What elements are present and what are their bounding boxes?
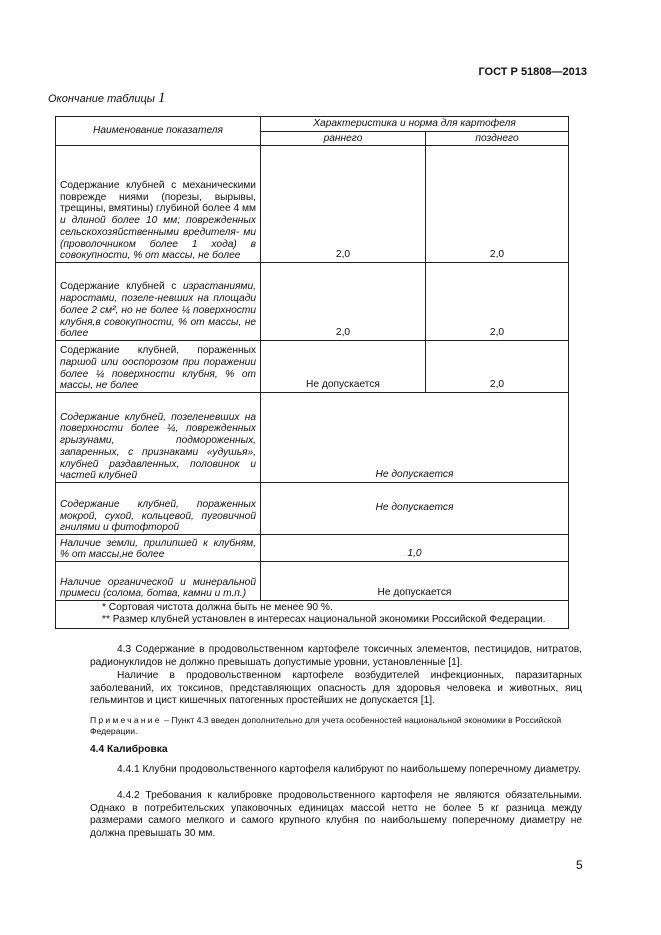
table-footnotes: [56, 601, 569, 629]
table-caption: Окончание таблицы 1: [48, 90, 166, 106]
row-value-early: 2,0: [261, 263, 426, 341]
note: Примечание – Пункт 4.3 введен дополнительно для учета особенностей национальной экономики в Российской Федерации.: [90, 715, 562, 736]
row-value-late: 2,0: [426, 341, 569, 393]
section-heading: 4.4 Калибровка: [90, 744, 168, 755]
row-value-merged: Не допускается: [261, 483, 569, 535]
row-value-late: 2,0: [426, 263, 569, 341]
row-name: Содержание клубней, пораженных паршой или ооспорозом при поражении более ¼ поверхности клубня, % от массы, не более: [56, 341, 261, 393]
row-value-merged: 1,0: [261, 535, 569, 562]
row-name: Содержание клубней с израстаниями, наростами, позеле-невших на площади более 2 см², но не более ¼ поверхности клубня,в совокупности, % от массы, не более: [56, 263, 261, 341]
col-group-header: Характеристика и норма для картофеля: [261, 117, 569, 132]
row-value-late: 2,0: [426, 146, 569, 263]
paragraph-4-3-b: Наличие в продовольственном картофеле возбудителей инфекционных, паразитарных заболеваний, их токсинов, представляющих опасность для здоровья человека и животных, яиц гельминтов и цист кишечных патогенных простейших не допускается [1].: [90, 670, 582, 707]
row-name: Наличие органической и минеральной примеси (солома, ботва, камни и т.п.): [56, 562, 261, 601]
paragraph-4-4-1: 4.4.1 Клубни продовольственного картофеля калибруют по наибольшему поперечному диаметру.: [117, 764, 581, 775]
paragraph-4-4-2: 4.4.2 Требования к калибровке продовольственного картофеля не являются обязательными. Однако в потребительских упаковочных единицах массой нетто не более 5 кг разница между размерами самого мелкого и самого крупного клубня по наибольшему поперечному диаметру не должна превышать 30 мм.: [90, 790, 582, 839]
row-value-early: Не допускается: [261, 341, 426, 393]
col-late-header: позднего: [426, 132, 569, 146]
row-name: Содержание клубней с механическими поврежде ниями (порезы, вырывы, трещины, вмятины) глубиной более 4 мм и длиной более 10 мм; поврежденных сельскохозяйственными вредителя- ми (проволочником более 1 хода) в совокупности, % от массы, не более: [56, 146, 261, 263]
footnote: * Сортовая чистота должна быть не менее 90 %.: [102, 602, 333, 613]
row-name: Содержание клубней, пораженных мокрой, сухой, кольцевой, пуговичной гнилями и фитофторой: [56, 483, 261, 535]
col-name-header: Наименование показателя: [56, 117, 261, 146]
row-value-merged: Не допускается: [261, 393, 569, 483]
quality-table: [55, 116, 569, 629]
table-number: 1: [157, 90, 166, 106]
row-name: Наличие земли, прилипшей к клубням, % от массы,не более: [56, 535, 261, 562]
row-value-merged: Не допускается: [261, 562, 569, 601]
footnote: ** Размер клубней установлен в интересах национальной экономики Российской Федерации.: [102, 614, 546, 625]
page-number: 5: [576, 858, 583, 872]
col-early-header: раннего: [261, 132, 426, 146]
document-header: ГОСТ Р 51808—2013: [478, 66, 587, 78]
row-value-early: 2,0: [261, 146, 426, 263]
row-name: Содержание клубней, позеленевших на поверхности более ¼, поврежденных грызунами, подмороженных, запаренных, с признаками «удушья», клубней раздавленных, половинок и частей клубней: [56, 393, 261, 483]
paragraph-4-3: 4.3 Содержание в продовольственном картофеле токсичных элементов, пестицидов, нитратов, радионуклидов не должно превышать допустимые уровни, установленные [1].: [90, 644, 582, 668]
